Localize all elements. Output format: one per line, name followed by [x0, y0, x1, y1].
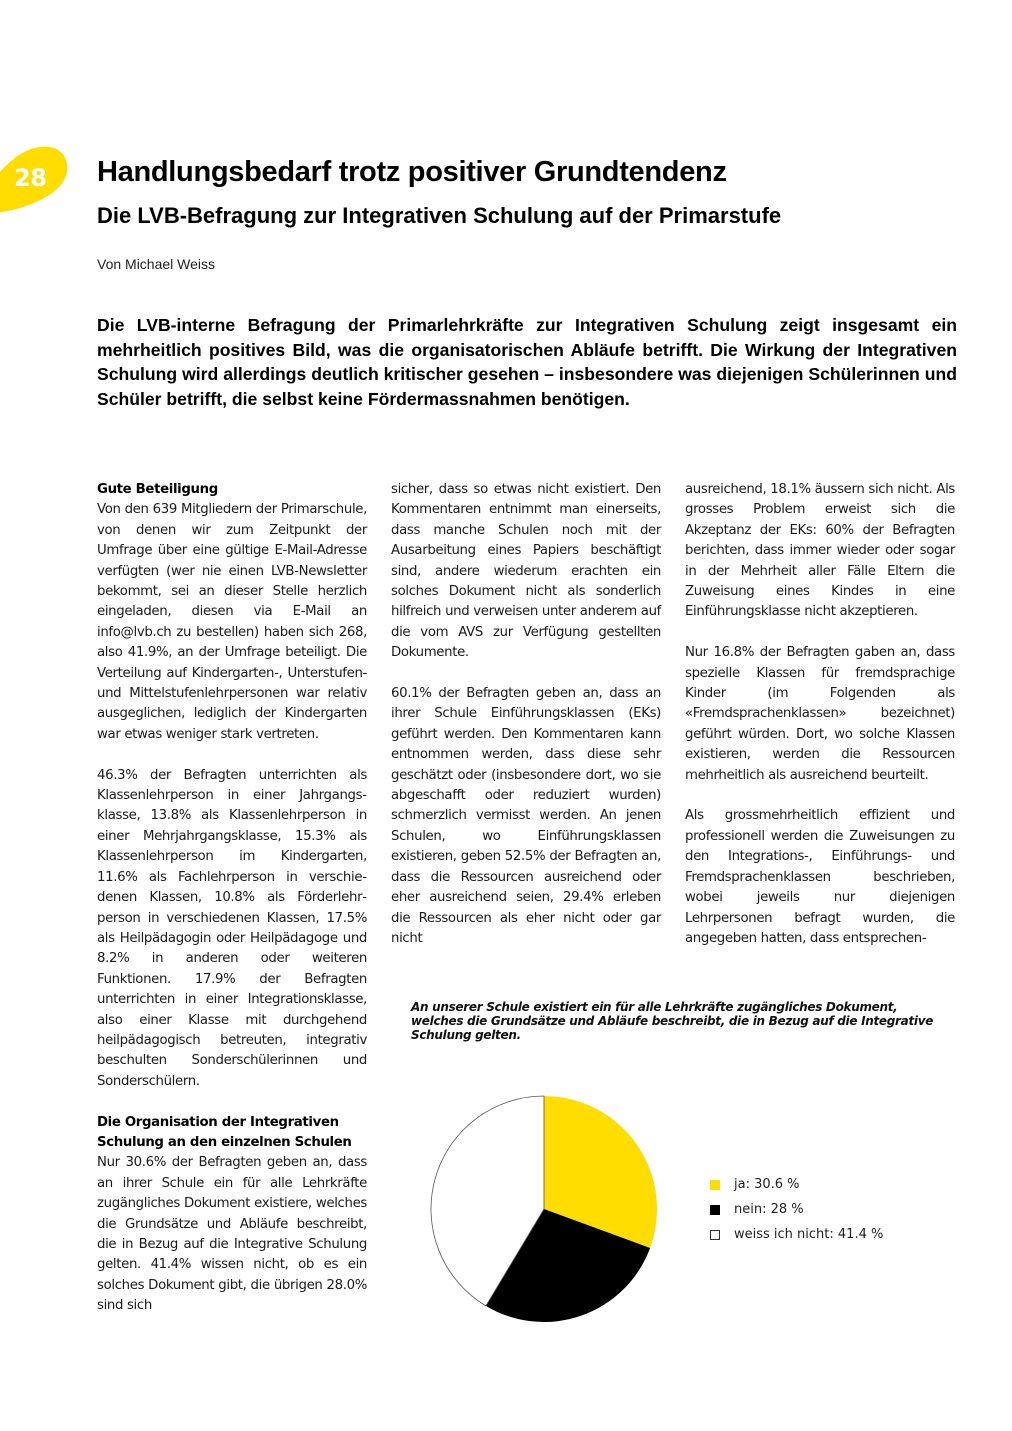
chart-title: An unserer Schule existiert ein für alle Lehrkräfte zugängliches Dokument, welches die Grundsätze und Abläufe beschreibt, die in Bezug auf die Integrative Schulung gelten. [411, 1000, 934, 1042]
legend-label: weiss ich nicht: 41.4 % [734, 1227, 884, 1242]
paragraph: ausreichend, 18.1% äussern sich nicht. Als grosses Problem erweist sich die Akzeptanz der EKs: 60% der Befragten berichten, dass immer wieder oder sogar in der Mehrheit aller Fälle Eltern die Zuweisung eines Kindes in eine Einführungsklasse nicht akzeptieren. [685, 482, 955, 620]
paragraph: 46.3% der Befragten unterrichten als Klassenlehrperson in einer Jahrgangsklasse, 13.8% als Klassenlehrperson in einer Mehrjahrgangsklasse, 15.3% als Klassenlehrperson im Kindergarten, 11.6% als Fachlehrperson in verschiedenen Klassen, 10.8% als Förderlehrperson in verschiedenen Klassen, 17.5% als Heilpädagogin oder Heilpädagoge und 8.2% in anderen oder weiteren Funktionen. 17.9% der Befragten unterrichten in einer Integrationsklasse, also einer Klasse mit durchgehend heilpädagogisch betreuten, integrativ beschulten Sonderschülerinnen und Sonderschülern. [97, 767, 367, 1089]
legend-swatch [710, 1230, 720, 1240]
paragraph: sicher, dass so etwas nicht existiert. Den Kommentaren entnimmt man einerseits, dass manche Schulen noch mit der Ausarbeitung eines Papiers beschäftigt sind, andere wiederum erachten ein solches Dokument nicht als sonderlich hilfreich und verweisen unter anderem auf die vom AVS zur Verfügung gestellten Dokumente. [391, 482, 661, 661]
paragraph: Nur 30.6% der Befragten geben an, dass an ihrer Schule ein für alle Lehrkräfte zugängliches Dokument existiere, welches die Grundsätze und Abläufe beschreibt, die in Bezug auf die Integrative Schulung gelten. 41.4% wissen nicht, ob es ein solches Dokument gibt, die übrigen 28.0% sind sich [97, 1155, 367, 1314]
article-title: Handlungsbedarf trotz positiver Grundtendenz [97, 156, 727, 188]
paragraph: Als grossmehrheitlich effizient und professionell werden die Zuweisungen zu den Integrations-, Einführungs- und Fremdsprachenklassen beschrieben, wobei jeweils nur diejenigen Lehrpersonen befragt wurden, die angegeben hatten, dass entsprechen- [685, 808, 955, 946]
lead-paragraph: Die LVB-interne Befragung der Primarlehrkräfte zur Integrativen Schulung zeigt insgesamt ein mehrheitlich positives Bild, was die organisatorischen Abläufe betrifft. Die Wirkung der Integrativen Schulung wird allerdings deutlich kritischer gesehen – insbesondere was diejenigen Schülerinnen und Schüler betrifft, die selbst keine Fördermassnahmen benötigen. [97, 315, 957, 409]
legend-label: ja: 30.6 % [734, 1177, 800, 1192]
pie-chart [420, 1085, 670, 1335]
page-number: 28 [14, 164, 47, 192]
legend-item-nein [710, 1197, 883, 1222]
article-subtitle: Die LVB-Befragung zur Integrativen Schulung auf der Primarstufe [97, 203, 782, 228]
legend-item-weiss-ich-nicht [710, 1222, 883, 1247]
byline: Von Michael Weiss [97, 256, 216, 272]
column-3 [685, 480, 955, 949]
paragraph: Nur 16.8% der Befragten gaben an, dass spezielle Klassen für fremdsprachige Kinder (im Folgenden als «Fremdsprachenklassen» bezeichnet) geführt würden. Dort, wo solche Klassen existieren, werden die Ressourcen mehrheitlich als ausreichend beurteilt. [685, 645, 955, 783]
legend-swatch [710, 1180, 720, 1190]
legend-label: nein: 28 % [734, 1202, 804, 1217]
column-2 [391, 480, 661, 949]
paragraph: Von den 639 Mitgliedern der Primarschule, von denen wir zum Zeitpunkt der Umfrage über eine gültige E-Mail-Adresse verfügten (wer nie einen LVB-Newsletter bekommt, sei an dieser Stelle herzlich eingeladen, diesen via E-Mail an info@lvb.ch zu bestellen) haben sich 268, also 41.9%, an der Umfrage beteiligt. Die Verteilung auf Kindergarten-, Unterstufen- und Mittelstufenlehrpersonen war relativ ausgeglichen, lediglich der Kindergarten war etwas weniger stark vertreten. [97, 502, 367, 742]
legend-item-ja [710, 1172, 883, 1197]
section-heading: Die Organisation der Integrativen Schulung an den einzelnen Schulen [97, 1114, 352, 1150]
legend-swatch [710, 1205, 720, 1215]
paragraph: 60.1% der Befragten geben an, dass an ihrer Schule Einführungsklassen (EKs) geführt werden. Den Kommentaren kann entnommen werden, dass diese sehr geschätzt oder (insbesondere dort, wo sie abgeschafft oder reduziert wurden) schmerzlich vermisst werden. An jenen Schulen, wo Einführungsklassen existieren, geben 52.5% der Befragten an, dass die Ressourcen ausreichend oder eher ausreichend seien, 29.4% erleben die Ressourcen als eher nicht oder gar nicht [391, 686, 661, 946]
chart-legend [710, 1172, 883, 1247]
section-heading: Gute Beteiligung [97, 482, 218, 497]
column-1 [97, 480, 367, 1317]
